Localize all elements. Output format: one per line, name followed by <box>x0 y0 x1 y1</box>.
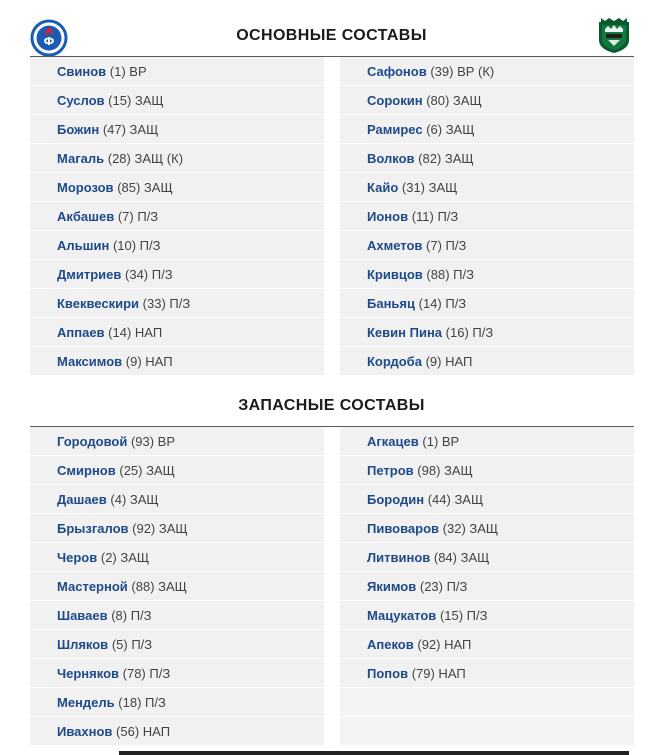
player-name-link[interactable]: Сорокин <box>367 93 423 108</box>
player-name-link[interactable]: Городовой <box>57 434 128 449</box>
player-number-position: (9) НАП <box>125 354 173 369</box>
player-row <box>30 659 324 687</box>
player-name-link[interactable]: Мацукатов <box>367 608 437 623</box>
player-row <box>340 456 634 484</box>
player-name-link[interactable]: Баньяц <box>367 296 415 311</box>
player-row <box>340 115 634 143</box>
player-name-link[interactable]: Кривцов <box>367 267 423 282</box>
player-number-position: (88) ЗАЩ <box>131 579 187 594</box>
player-number-position: (10) П/З <box>112 238 161 253</box>
player-number-position: (44) ЗАЩ <box>427 492 484 507</box>
home-starting-list <box>30 57 324 376</box>
player-name-link[interactable]: Мендель <box>57 695 115 710</box>
svg-text:Ф: Ф <box>43 35 55 48</box>
player-name-link[interactable]: Агкацев <box>367 434 419 449</box>
player-number-position: (80) ЗАЩ <box>426 93 482 108</box>
player-number-position: (7) П/З <box>426 238 467 253</box>
player-row <box>340 202 634 230</box>
player-number-position: (23) П/З <box>419 579 468 594</box>
player-row <box>340 601 634 629</box>
player-number-position: (7) П/З <box>117 209 159 224</box>
player-name-link[interactable]: Акбашев <box>57 209 115 224</box>
player-number-position: (28) ЗАЩ (К) <box>107 151 184 166</box>
player-row <box>340 231 634 259</box>
player-number-position: (92) НАП <box>417 637 472 652</box>
player-name-link[interactable]: Кордоба <box>367 354 422 369</box>
player-row <box>30 260 324 288</box>
player-name-link[interactable]: Смирнов <box>57 463 116 478</box>
player-row <box>340 347 634 375</box>
player-number-position: (1) ВР <box>109 64 147 79</box>
player-number-position: (15) ЗАЩ <box>108 93 164 108</box>
player-row <box>30 144 324 172</box>
player-name-link[interactable]: Мастерной <box>57 579 128 594</box>
empty-row <box>340 717 634 745</box>
player-row <box>340 572 634 600</box>
player-name-link[interactable]: Апеков <box>367 637 414 652</box>
player-row <box>340 485 634 513</box>
player-name-link[interactable]: Бородин <box>367 492 425 507</box>
player-row <box>30 630 324 658</box>
player-name-link[interactable]: Сафонов <box>367 64 427 79</box>
player-name-link[interactable]: Максимов <box>57 354 123 369</box>
player-row <box>30 173 324 201</box>
player-name-link[interactable]: Черняков <box>57 666 120 681</box>
player-name-link[interactable]: Кевин Пина <box>367 325 443 340</box>
player-row <box>340 173 634 201</box>
player-row <box>340 86 634 114</box>
player-name-link[interactable]: Пивоваров <box>367 521 440 536</box>
player-number-position: (82) ЗАЩ <box>418 151 474 166</box>
player-row <box>30 115 324 143</box>
player-row <box>340 659 634 687</box>
player-row <box>340 318 634 346</box>
player-row <box>30 57 324 85</box>
player-name-link[interactable]: Литвинов <box>367 550 431 565</box>
player-row <box>30 601 324 629</box>
player-name-link[interactable]: Черов <box>57 550 98 565</box>
player-number-position: (78) П/З <box>122 666 171 681</box>
player-row <box>340 543 634 571</box>
empty-row <box>340 688 634 716</box>
player-row <box>30 347 324 375</box>
player-name-link[interactable]: Петров <box>367 463 414 478</box>
player-name-link[interactable]: Альшин <box>57 238 110 253</box>
player-number-position: (47) ЗАЩ <box>102 122 159 137</box>
player-row <box>340 630 634 658</box>
player-number-position: (34) П/З <box>125 267 173 282</box>
player-row <box>340 289 634 317</box>
player-row <box>30 572 324 600</box>
player-number-position: (1) ВР <box>422 434 460 449</box>
player-number-position: (98) ЗАЩ <box>417 463 473 478</box>
player-number-position: (8) П/З <box>111 608 152 623</box>
player-row <box>30 427 324 455</box>
player-number-position: (39) ВР (К) <box>430 64 495 79</box>
player-number-position: (33) П/З <box>142 296 191 311</box>
player-row <box>340 427 634 455</box>
player-number-position: (4) ЗАЩ <box>110 492 159 507</box>
player-number-position: (84) ЗАЩ <box>433 550 490 565</box>
player-name-link[interactable]: Кайо <box>367 180 399 195</box>
player-number-position: (25) ЗАЩ <box>119 463 175 478</box>
player-name-link[interactable]: Якимов <box>367 579 417 594</box>
player-row <box>30 231 324 259</box>
player-number-position: (16) П/З <box>445 325 494 340</box>
player-row <box>30 485 324 513</box>
player-row <box>340 57 634 85</box>
horizontal-scrollbar[interactable] <box>119 751 629 755</box>
player-name-link[interactable]: Дашаев <box>57 492 107 507</box>
player-number-position: (31) ЗАЩ <box>401 180 458 195</box>
player-row <box>340 144 634 172</box>
player-number-position: (18) П/З <box>118 695 166 710</box>
player-row <box>30 202 324 230</box>
player-number-position: (14) НАП <box>108 325 163 340</box>
player-name-link[interactable]: Ахметов <box>367 238 423 253</box>
player-row <box>30 717 324 745</box>
player-number-position: (6) ЗАЩ <box>426 122 475 137</box>
player-row <box>340 514 634 542</box>
player-row <box>30 318 324 346</box>
player-row <box>30 688 324 716</box>
player-name-link[interactable]: Брызгалов <box>57 521 129 536</box>
player-row <box>30 543 324 571</box>
player-name-link[interactable]: Свинов <box>57 64 107 79</box>
substitutes-title: ЗАПАСНЫЕ СОСТАВЫ <box>238 397 425 414</box>
player-name-link[interactable]: Ивахнов <box>57 724 113 739</box>
player-number-position: (93) ВР <box>130 434 176 449</box>
player-row <box>30 289 324 317</box>
home-substitutes-list <box>30 427 324 746</box>
player-name-link[interactable]: Ионов <box>367 209 409 224</box>
player-name-link[interactable]: Суслов <box>57 93 105 108</box>
player-number-position: (88) П/З <box>426 267 474 282</box>
player-name-link[interactable]: Шаваев <box>57 608 108 623</box>
player-name-link[interactable]: Магаль <box>57 151 105 166</box>
player-name-link[interactable]: Дмитриев <box>57 267 122 282</box>
player-number-position: (56) НАП <box>116 724 171 739</box>
player-row <box>340 260 634 288</box>
player-name-link[interactable]: Рамирес <box>367 122 423 137</box>
player-number-position: (9) НАП <box>425 354 473 369</box>
away-substitutes-list <box>340 427 634 746</box>
player-name-link[interactable]: Божин <box>57 122 100 137</box>
player-row <box>30 86 324 114</box>
player-number-position: (2) ЗАЩ <box>100 550 150 565</box>
player-name-link[interactable]: Морозов <box>57 180 114 195</box>
starting-lineups-title: ОСНОВНЫЕ СОСТАВЫ <box>236 27 427 44</box>
player-number-position: (15) П/З <box>439 608 488 623</box>
player-number-position: (14) П/З <box>418 296 467 311</box>
player-number-position: (32) ЗАЩ <box>442 521 499 536</box>
player-number-position: (85) ЗАЩ <box>117 180 173 195</box>
player-number-position: (5) П/З <box>111 637 153 652</box>
player-number-position: (79) НАП <box>411 666 466 681</box>
player-number-position: (92) ЗАЩ <box>132 521 188 536</box>
player-name-link[interactable]: Попов <box>367 666 409 681</box>
player-name-link[interactable]: Аппаев <box>57 325 105 340</box>
player-name-link[interactable]: Шляков <box>57 637 109 652</box>
player-row <box>30 514 324 542</box>
player-number-position: (11) П/З <box>411 209 459 224</box>
player-name-link[interactable]: Квеквескири <box>57 296 140 311</box>
away-starting-list <box>340 57 634 376</box>
player-name-link[interactable]: Волков <box>367 151 415 166</box>
player-row <box>30 456 324 484</box>
